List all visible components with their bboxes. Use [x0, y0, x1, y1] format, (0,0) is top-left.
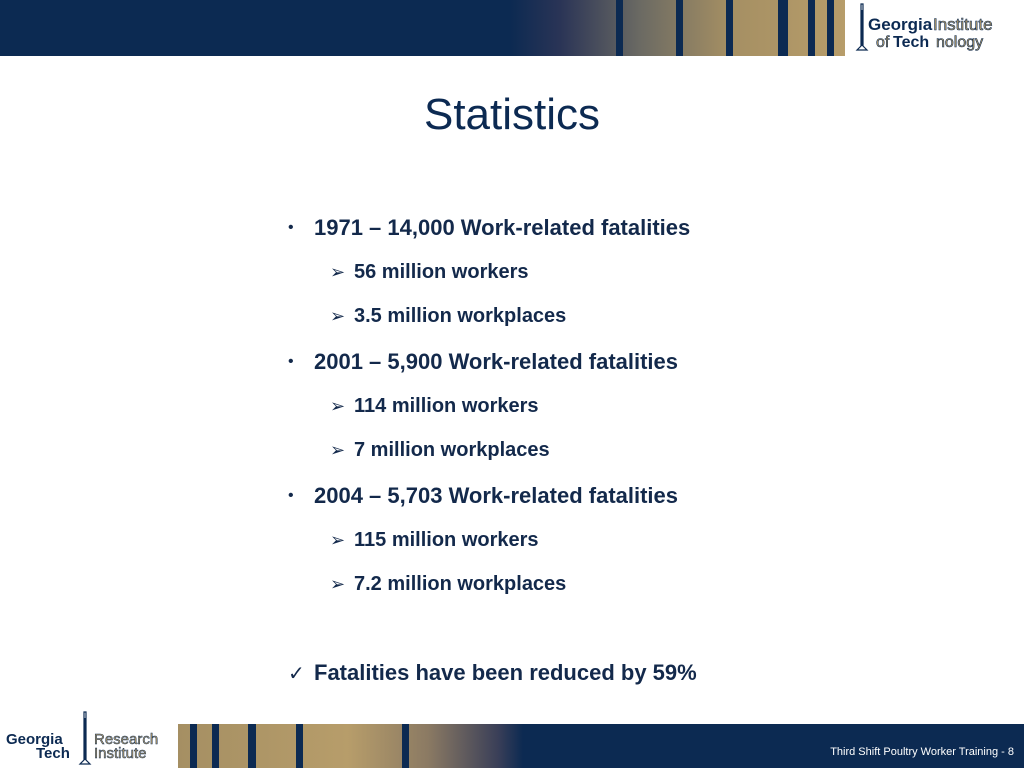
sub-bullet-text: 56 million workers: [354, 261, 529, 283]
arrow-bullet-icon: ➢: [330, 530, 346, 550]
svg-text:Georgia: Georgia: [6, 731, 63, 748]
bullet-text: 2004 – 5,703 Work-related fatalities: [314, 483, 679, 508]
bullet-item: [288, 215, 690, 241]
sub-bullet-text: 114 million workers: [354, 395, 539, 417]
bullet-icon: •: [288, 219, 294, 236]
svg-text:of: of: [876, 34, 890, 51]
svg-text:Institute: Institute: [94, 745, 147, 762]
gtri-tower-icon: [0, 706, 178, 768]
sub-bullet-text: 7.2 million workplaces: [354, 573, 567, 595]
svg-text:Tech: Tech: [36, 745, 70, 762]
footer-stripe: [190, 724, 197, 768]
sub-bullet-text: 7 million workplaces: [354, 439, 550, 461]
sub-bullet-item: [330, 439, 550, 462]
footer-stripe: [212, 724, 219, 768]
bullet-item: [288, 483, 678, 509]
footer-caption: Third Shift Poultry Worker Training - 8: [830, 746, 1014, 758]
arrow-bullet-icon: ➢: [330, 262, 346, 282]
footer-stripe: [402, 724, 409, 768]
gtri-logo: [0, 706, 178, 768]
checkmark-icon: ✓: [288, 663, 305, 685]
svg-text:Institute: Institute: [933, 15, 993, 34]
bullet-text: 2001 – 5,900 Work-related fatalities: [314, 349, 679, 374]
arrow-bullet-icon: ➢: [330, 396, 346, 416]
sub-bullet-item: [330, 395, 539, 418]
sub-bullet-item: [330, 529, 539, 552]
sub-bullet-text: 3.5 million workplaces: [354, 305, 567, 327]
arrow-bullet-icon: ➢: [330, 306, 346, 326]
bullet-icon: •: [288, 487, 294, 504]
footer-stripe: [296, 724, 303, 768]
arrow-bullet-icon: ➢: [330, 440, 346, 460]
slide-title: Statistics: [423, 90, 601, 139]
sub-bullet-text: 115 million workers: [354, 529, 539, 551]
svg-text:Research: Research: [94, 731, 159, 748]
conclusion-item: [288, 660, 697, 686]
svg-text:nology: nology: [936, 34, 984, 51]
footer-stripe: [248, 724, 256, 768]
sub-bullet-item: [330, 261, 529, 284]
bullet-text: 1971 – 14,000 Work-related fatalities: [314, 215, 691, 240]
sub-bullet-item: [330, 573, 566, 596]
arrow-bullet-icon: ➢: [330, 574, 346, 594]
svg-text:Georgia: Georgia: [868, 15, 933, 34]
bullet-icon: •: [288, 353, 294, 370]
conclusion-text: Fatalities have been reduced by 59%: [314, 660, 697, 685]
sub-bullet-item: [330, 305, 566, 328]
bullet-item: [288, 349, 678, 375]
svg-text:Tech: Tech: [893, 34, 930, 51]
